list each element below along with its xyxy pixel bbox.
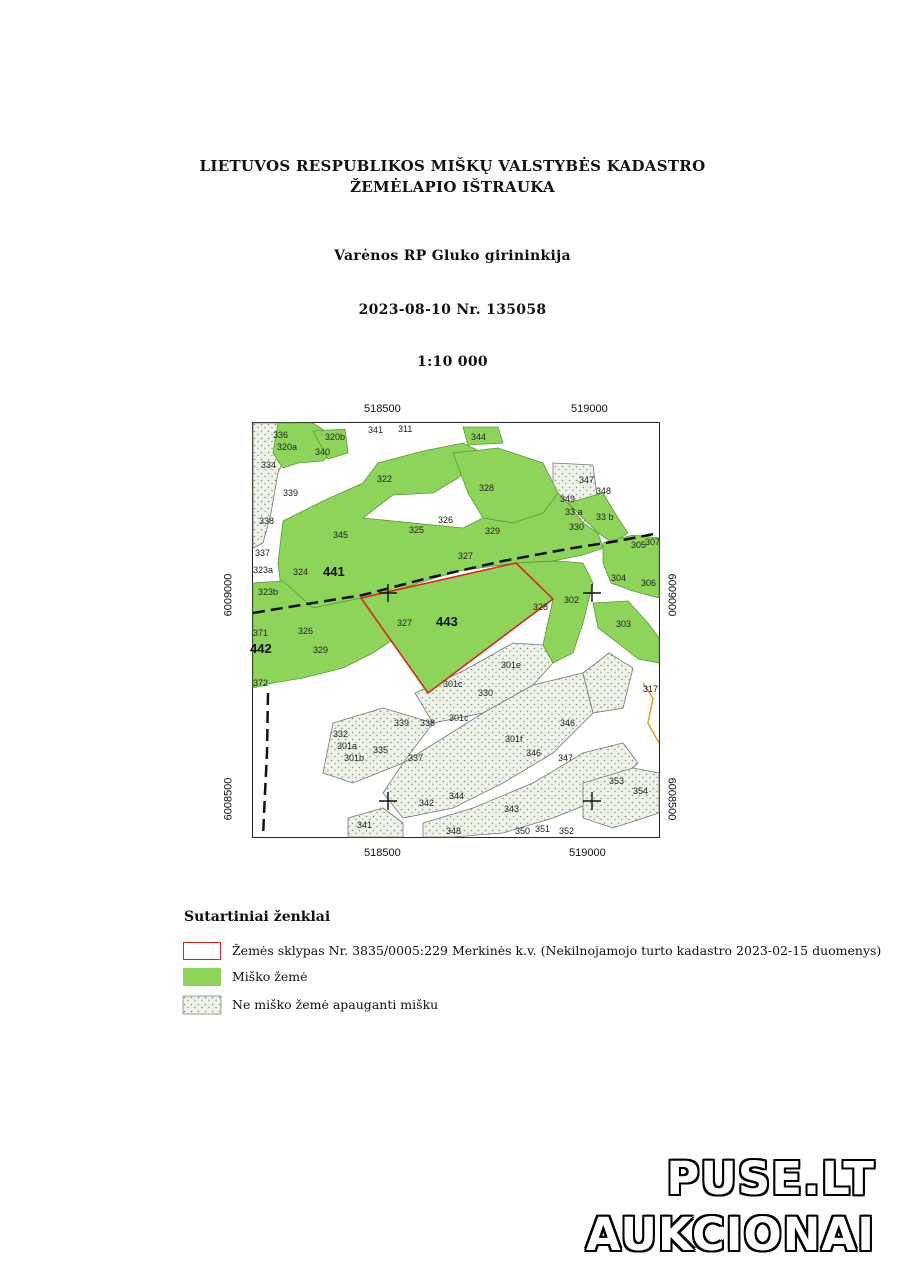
coord-top-right: 519000: [571, 403, 608, 415]
stand-label: 343: [504, 804, 520, 814]
coord-right-top: 6009000: [665, 573, 678, 617]
stand-label: 352: [559, 826, 575, 836]
legend-swatch-red-outline: [183, 942, 221, 960]
stand-label: 328: [533, 602, 549, 612]
title-line-2: ŽEMĖLAPIO IŠTRAUKA: [350, 178, 555, 196]
quarter-443: 443: [436, 614, 458, 629]
stand-label: 339: [394, 718, 410, 728]
stand-label: 339: [283, 488, 299, 498]
stand-label: 332: [333, 729, 349, 739]
stand-label: 317: [643, 684, 659, 694]
stand-label: 306: [641, 578, 657, 588]
coord-left-bottom: 6008500: [222, 777, 235, 821]
watermark-line-2: AUKCIONAI: [585, 1208, 875, 1261]
stand-label: 303: [616, 619, 632, 629]
stand-label: 351: [535, 824, 551, 834]
stand-label: 322: [377, 474, 393, 484]
stand-label: 347: [558, 753, 574, 763]
legend-title: Sutartiniai ženklai: [184, 909, 331, 925]
quarter-boundary-vertical: [263, 693, 268, 837]
watermark-line-1: PUSE.LT: [666, 1152, 875, 1205]
stand-label: 353: [609, 776, 625, 786]
stand-label: 346: [526, 748, 542, 758]
stand-label: 325: [409, 525, 425, 535]
stand-label: 301e: [501, 660, 522, 670]
stand-label: 337: [255, 548, 271, 558]
stand-label: 327: [458, 551, 474, 561]
subtitle: Varėnos RP Gluko girininkija: [334, 248, 571, 264]
stand-label: 326: [298, 626, 314, 636]
stand-label: 327: [397, 618, 413, 628]
map-canvas: [250, 423, 661, 837]
stand-label: 302: [564, 595, 580, 605]
map-scale: 1:10 000: [417, 354, 488, 370]
stand-label: 320a: [277, 442, 298, 452]
stand-label: 328: [479, 483, 495, 493]
stand-label: 344: [449, 791, 465, 801]
stand-label: 329: [485, 526, 501, 536]
coord-left-top: 6009000: [222, 573, 235, 617]
legend-label: Žemės sklypas Nr. 3835/0005:229 Merkinės k.v. (Nekilnojamojo turto kadastro 2023-02-15 duomenys): [232, 943, 882, 958]
stand-label: 348: [446, 826, 462, 836]
stand-label: 307: [645, 537, 661, 547]
stand-label: 338: [259, 516, 275, 526]
stand-label: 329: [313, 645, 329, 655]
stand-label: 347: [579, 475, 595, 485]
stand-label: 350: [515, 826, 531, 836]
stand-label: 324: [293, 567, 309, 577]
stand-label: 301f: [505, 734, 523, 744]
stand-label: 340: [315, 447, 331, 457]
legend-swatch-dotted: [183, 996, 221, 1014]
coord-top-left: 518500: [364, 403, 401, 415]
stand-label: 305: [631, 540, 647, 550]
stand-label: 371: [253, 628, 269, 638]
stand-label: 33 b: [596, 512, 614, 522]
stand-label: 346: [560, 718, 576, 728]
stand-label: 311: [398, 424, 413, 434]
stand-label: 301a: [337, 741, 358, 751]
legend-swatch-green: [183, 968, 221, 986]
stand-label: 301b: [344, 753, 365, 763]
title-line-1: LIETUVOS RESPUBLIKOS MIŠKŲ VALSTYBĖS KADASTRO: [199, 157, 706, 175]
stand-label: 341: [368, 425, 384, 435]
legend-label: Miško žemė: [232, 969, 308, 984]
stand-label: 320b: [325, 432, 346, 442]
stand-label: 335: [373, 745, 389, 755]
quarter-442: 442: [250, 641, 272, 656]
coord-bottom-left: 518500: [364, 847, 401, 859]
stand-label: 330: [569, 522, 585, 532]
stand-label: 334: [261, 460, 277, 470]
stand-label: 326: [438, 515, 454, 525]
stand-label: 372: [253, 678, 269, 688]
coord-bottom-right: 519000: [569, 847, 606, 859]
cadastre-map[interactable]: [252, 422, 660, 838]
quarter-441: 441: [323, 564, 345, 579]
stand-label: 301c: [449, 713, 469, 723]
stand-label: 336: [273, 430, 289, 440]
stand-label: 323a: [253, 565, 274, 575]
stand-label: 345: [333, 530, 349, 540]
stand-label: 323b: [258, 587, 279, 597]
stand-label: 342: [419, 798, 435, 808]
stand-label: 337: [408, 753, 424, 763]
stand-label: 33 a: [565, 507, 583, 517]
legend-label: Ne miško žemė apauganti mišku: [232, 997, 439, 1012]
stand-label: 304: [611, 573, 627, 583]
stand-label: 338: [420, 718, 436, 728]
stand-label: 348: [596, 486, 612, 496]
stand-label: 330: [478, 688, 494, 698]
coord-right-bottom: 6008500: [665, 777, 678, 821]
date-number: 2023-08-10 Nr. 135058: [358, 302, 547, 318]
stand-label: 301c: [443, 679, 463, 689]
stand-label: 344: [471, 432, 487, 442]
stand-label: 341: [357, 820, 373, 830]
stand-label: 349: [560, 494, 576, 504]
stand-label: 354: [633, 786, 649, 796]
